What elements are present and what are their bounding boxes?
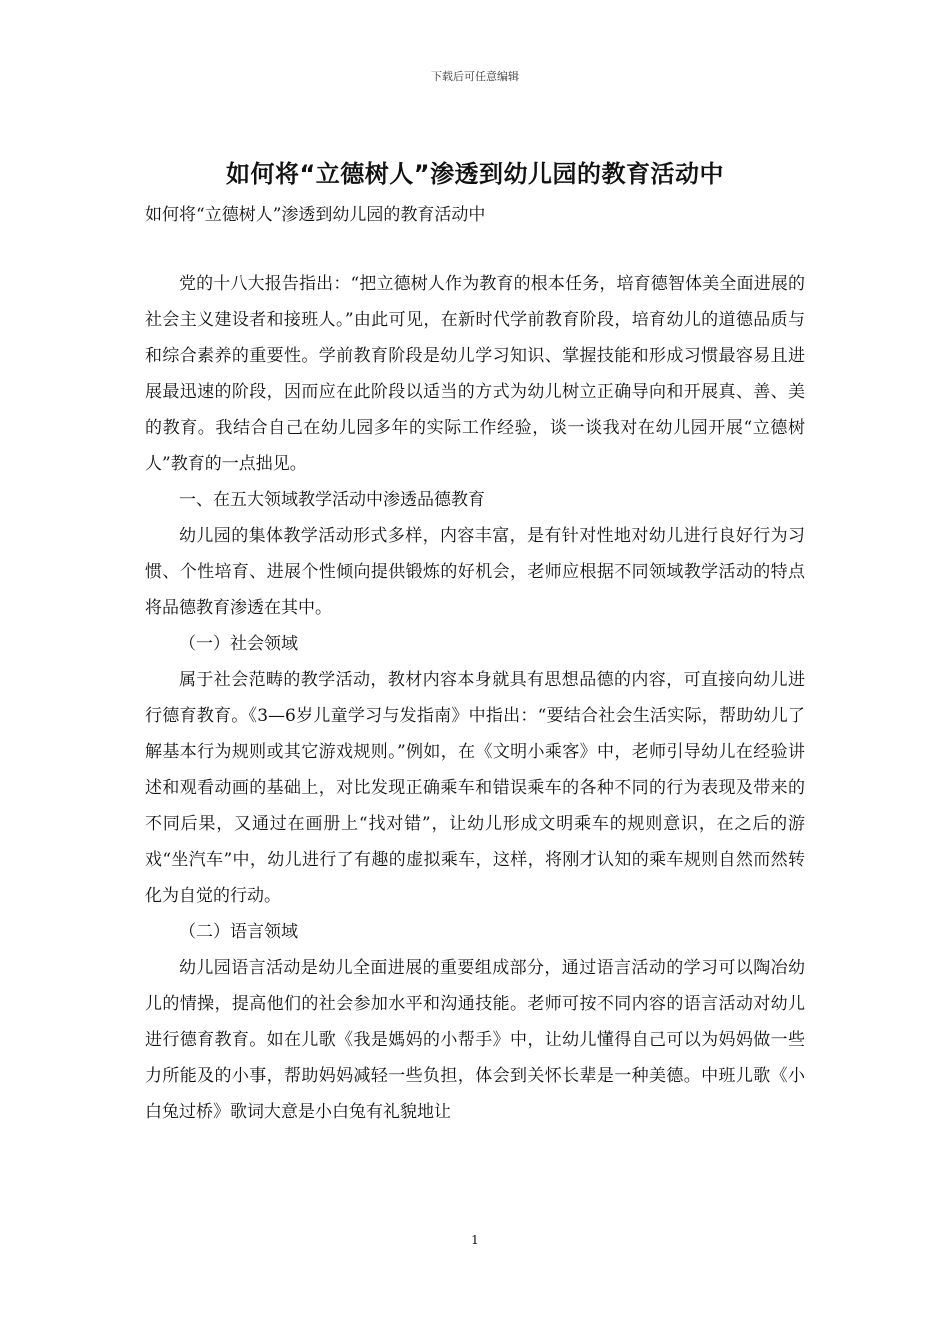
document-subtitle: 如何将“立德树人”渗透到幼儿园的教育活动中 <box>145 205 486 225</box>
body-paragraph: 属于社会范畴的教学活动，教材内容本身就具有思想品德的内容，可直接向幼儿进行德育教育。《3—6岁儿童学习与发指南》中指出：“要结合社会生活实际，帮助幼儿了解基本行为规则或其它游戏规则。”例如，在《文明小乘客》中，老师引导幼儿在经验讲述和观看动画的基础上，对比发现正确乘车和错误乘车的各种不同的行为表现及带来的不同后果，又通过在画册上“找对错”，让幼儿形成文明乘车的规则意识，在之后的游戏“坐汽车”中，幼儿进行了有趣的虚拟乘车，这样，将刚才认知的乘车规则自然而然转化为自觉的行动。 <box>145 670 805 906</box>
subsection-heading: （二）语言领域 <box>179 922 298 942</box>
page-number: 1 <box>471 1233 479 1247</box>
section-heading: 一、在五大领域教学活动中渗透品德教育 <box>179 490 485 510</box>
document-body <box>145 266 805 1130</box>
body-paragraph: 党的十八大报告指出：“把立德树人作为教育的根本任务，培育德智体美全面进展的社会主义建设者和接班人。”由此可见，在新时代学前教育阶段，培育幼儿的道德品质与和综合素养的重要性。学前教育阶段是幼儿学习知识、掌握技能和形成习惯最容易且进展最迅速的阶段，因而应在此阶段以适当的方式为幼儿树立正确导向和开展真、善、美的教育。我结合自己在幼儿园多年的实际工作经验，谈一谈我对在幼儿园开展“立德树人”教育的一点拙见。 <box>145 274 805 474</box>
document-title: 如何将“立德树人”渗透到幼儿园的教育活动中 <box>225 160 725 188</box>
subsection-heading: （一）社会领域 <box>179 634 298 654</box>
body-paragraph: 幼儿园的集体教学活动形式多样，内容丰富，是有针对性地对幼儿进行良好行为习惯、个性培育、进展个性倾向提供锻炼的好机会，老师应根据不同领域教学活动的特点将品德教育渗透在其中。 <box>145 526 805 618</box>
body-paragraph: 幼儿园语言活动是幼儿全面进展的重要组成部分，通过语言活动的学习可以陶冶幼儿的情操，提高他们的社会参加水平和沟通技能。老师可按不同内容的语言活动对幼儿进行德育教育。如在儿歌《我是媽妈的小帮手》中，让幼儿懂得自己可以为妈妈做一些力所能及的小事，帮助妈妈减轻一些负担，体会到关怀长辈是一种美德。中班儿歌《小白兔过桥》歌词大意是小白兔有礼貌地让 <box>145 958 805 1122</box>
header-note: 下载后可任意编辑 <box>431 70 519 83</box>
